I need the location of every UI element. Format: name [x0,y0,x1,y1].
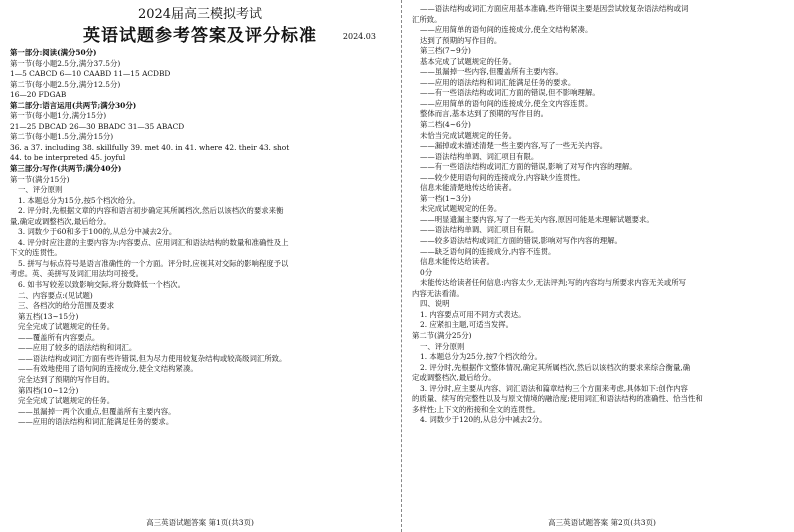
right-page-footer: 高三英语试题答案 第2页(共3页) [548,518,656,527]
left-text-line: 三、各档次的给分范围及要求 [18,301,115,311]
left-text-line: ——覆盖所有内容要点。 [18,332,100,342]
right-text-line: 定或调整档次,最后给分。 [412,373,496,383]
right-text-line: 四、说明 [420,299,450,309]
right-text-line: 0分 [420,267,433,277]
right-text-line: 多样性;上下文的衔接和全文的连贯性。 [412,404,541,414]
left-text-line: 5. 拼写与标点符号是语言准确性的一个方面。评分时,应视其对交际的影响程度予以 [18,258,289,268]
left-text-line: 第一部分:阅读(满分50分) [10,48,97,57]
left-text-line: 一、评分原则 [18,185,63,195]
left-text-line: 4. 评分时应注意的主要内容为:内容要点、应用词汇和语法结构的数量和准确性及上 [18,237,289,247]
right-text-block [412,4,792,426]
right-text-line: ——应用简单的语句间的连接成分,使全文结构紧凑。 [420,25,593,35]
right-text-line: 第二档(4~6分) [420,120,471,130]
page-left [10,0,390,532]
left-text-line: 21—25 DBCAD 26—30 BBADC 31—35 ABACD [10,121,185,131]
right-text-line: ——有一些语法结构或词汇方面的错误,影响了对写作内容的理解。 [420,162,637,172]
left-text-line: ——虽漏掉一两个次重点,但覆盖所有主要内容。 [18,406,176,416]
right-text-line: ——漏掉或未描述清楚一些主要内容,写了一些无关内容。 [420,141,608,151]
right-text-line: 4. 词数少于120的,从总分中减去2分。 [420,415,547,425]
right-text-line: 2. 评分时,先根据作文整体情况,确定其所属档次,然后以该档次的要求来综合衡量,确 [420,362,691,372]
left-text-line: 第三部分:写作(共两节;满分40分) [10,164,122,174]
left-text-line: 44. to be interpreted 45. joyful [10,153,126,163]
right-text-line: 一、评分原则 [420,341,465,351]
left-text-line: 36. a 37. including 38. skillfully 39. met 40. in 41. where 42. their 43. shot [10,142,290,152]
right-text-line: ——应用简单的语句间的连接成分,使全文内容连贯。 [420,98,593,108]
document-date: 2024.03 [342,32,376,41]
right-text-line: ——语法结构或词汇方面应用基本准确,些许错误主要是因尝试较复杂语法结构或词 [420,4,689,13]
right-text-line: ——缺乏语句间的连接成分,内容不连贯。 [420,246,556,256]
right-text-line: ——语法结构单调、词汇项目有限。 [420,225,539,235]
left-text-line: 1. 本题总分为15分,按5个档次给分。 [18,195,140,205]
left-text-line: ——有效地使用了语句间的连接成分,使全文结构紧凑。 [18,364,198,374]
right-text-line: 信息未能清楚地传达给读者。 [420,183,517,193]
left-text-line: 下文的连贯性。 [10,248,62,258]
left-page-footer: 高三英语试题答案 第1页(共3页) [146,518,254,527]
left-text-line: 6. 如书写较差以致影响交际,将分数降低一个档次。 [18,280,185,290]
right-text-line: 未恰当完成试题规定的任务。 [420,130,517,140]
right-text-line: 1. 内容要点可用不同方式表达。 [420,309,526,319]
left-text-line: ——语法结构或词汇方面有些许错误,但为尽力使用较复杂结构或较高级词汇所致。 [18,353,287,363]
right-text-line: 基本完成了试题规定的任务。 [420,56,517,66]
right-text-line: 3. 评分时,应主要从内容、词汇语法和篇章结构三个方面来考虑,具体如下:创作内容 [420,383,688,393]
right-text-line: 的质量、续写的完整性以及与原文情境的融洽度;使用词汇和语法结构的准确性、恰当性和 [412,394,703,404]
page-right [412,0,792,532]
right-text-line: ——虽漏掉一些内容,但覆盖所有主要内容。 [420,67,563,77]
right-text-line: 汇所致。 [412,14,442,24]
right-text-line: 达到了预期的写作目的。 [420,35,502,45]
left-text-line: 第二节(每小题2.5分,满分12.5分) [10,79,121,89]
right-text-line: ——有一些语法结构或词汇方面的错误,但不影响理解。 [420,88,600,98]
left-text-line: ——应用的语法结构和词汇能满足任务的要求。 [18,417,174,427]
right-text-line: 1. 本题总分为25分,按7个档次给分。 [420,352,542,362]
title-row [10,24,390,48]
right-text-line: ——较多语法结构或词汇方面的错误,影响对写作内容的理解。 [420,236,622,246]
left-text-line: 完全完成了试题规定的任务。 [18,322,115,332]
left-text-line: 第四档(10~12分) [18,385,79,395]
right-text-line: 2. 应紧扣主题,可适当发挥。 [420,320,514,330]
right-text-line: 整体而言,基本达到了预期的写作目的。 [420,109,548,119]
right-text-line: ——语法结构单调、词汇项目有限。 [420,151,539,161]
left-text-line: 第二部分:语言运用(共两节;满分30分) [10,100,137,110]
left-text-line: ——应用了较多的语法结构和词汇。 [18,343,137,353]
right-text-line: ——明显遗漏主要内容,写了一些无关内容,原因可能是未理解试题要求。 [420,214,654,224]
right-text-line: 第一档(1~3分) [420,193,471,203]
right-text-line: ——应用的语法结构和词汇能满足任务的要求。 [420,77,576,87]
left-text-line: 第二节(每小题1.5分,满分15分) [10,132,114,142]
left-text-line: 二、内容要点:(见试题) [18,290,93,300]
left-text-line: 量,确定或调整档次,最后给分。 [10,216,111,226]
left-text-block [10,48,390,428]
column-divider [401,0,402,532]
left-text-line: 16—20 FDGAB [10,90,67,100]
right-text-line: 内容无法看清。 [412,288,464,298]
left-text-line: 1—5 CABCD 6—10 CAABD 11—15 ACDBD [10,69,171,79]
left-text-line: 第一节(每小题1分,满分15分) [10,111,107,121]
left-text-line: 2. 评分时,先根据文章的内容和语言初步确定其所属档次,然后以该档次的要求来衡 [18,206,284,216]
right-text-line: 第二节(满分25分) [412,330,472,340]
document-title: 英语试题参考答案及评分标准 [83,26,317,46]
right-text-line: ——较少使用语句间的连接成分,内容缺少连贯性。 [420,172,585,182]
left-text-line: 完全达到了预期的写作目的。 [18,374,115,384]
right-text-line: 未完成试题规定的任务。 [420,204,502,214]
right-text-line: 未能传达给读者任何信息:内容太少,无法评判;写的内容均与所要求内容无关或所写 [420,278,687,288]
left-text-line: 第一节(每小题2.5分,满分37.5分) [10,58,121,68]
left-text-line: 第五档(13~15分) [18,311,79,321]
left-text-line: 第一节(满分15分) [10,174,70,184]
right-text-line: 信息未能传达给读者。 [420,257,494,267]
left-text-line: 考虑。英、美拼写及词汇用法均可接受。 [10,269,144,279]
right-text-line: 第三档(7~9分) [420,46,471,56]
left-text-line: 3. 词数少于60和多于100的,从总分中减去2分。 [18,227,177,237]
left-text-line: 完全完成了试题规定的任务。 [18,396,115,406]
exam-title: 2024届高三模拟考试 [137,7,263,22]
